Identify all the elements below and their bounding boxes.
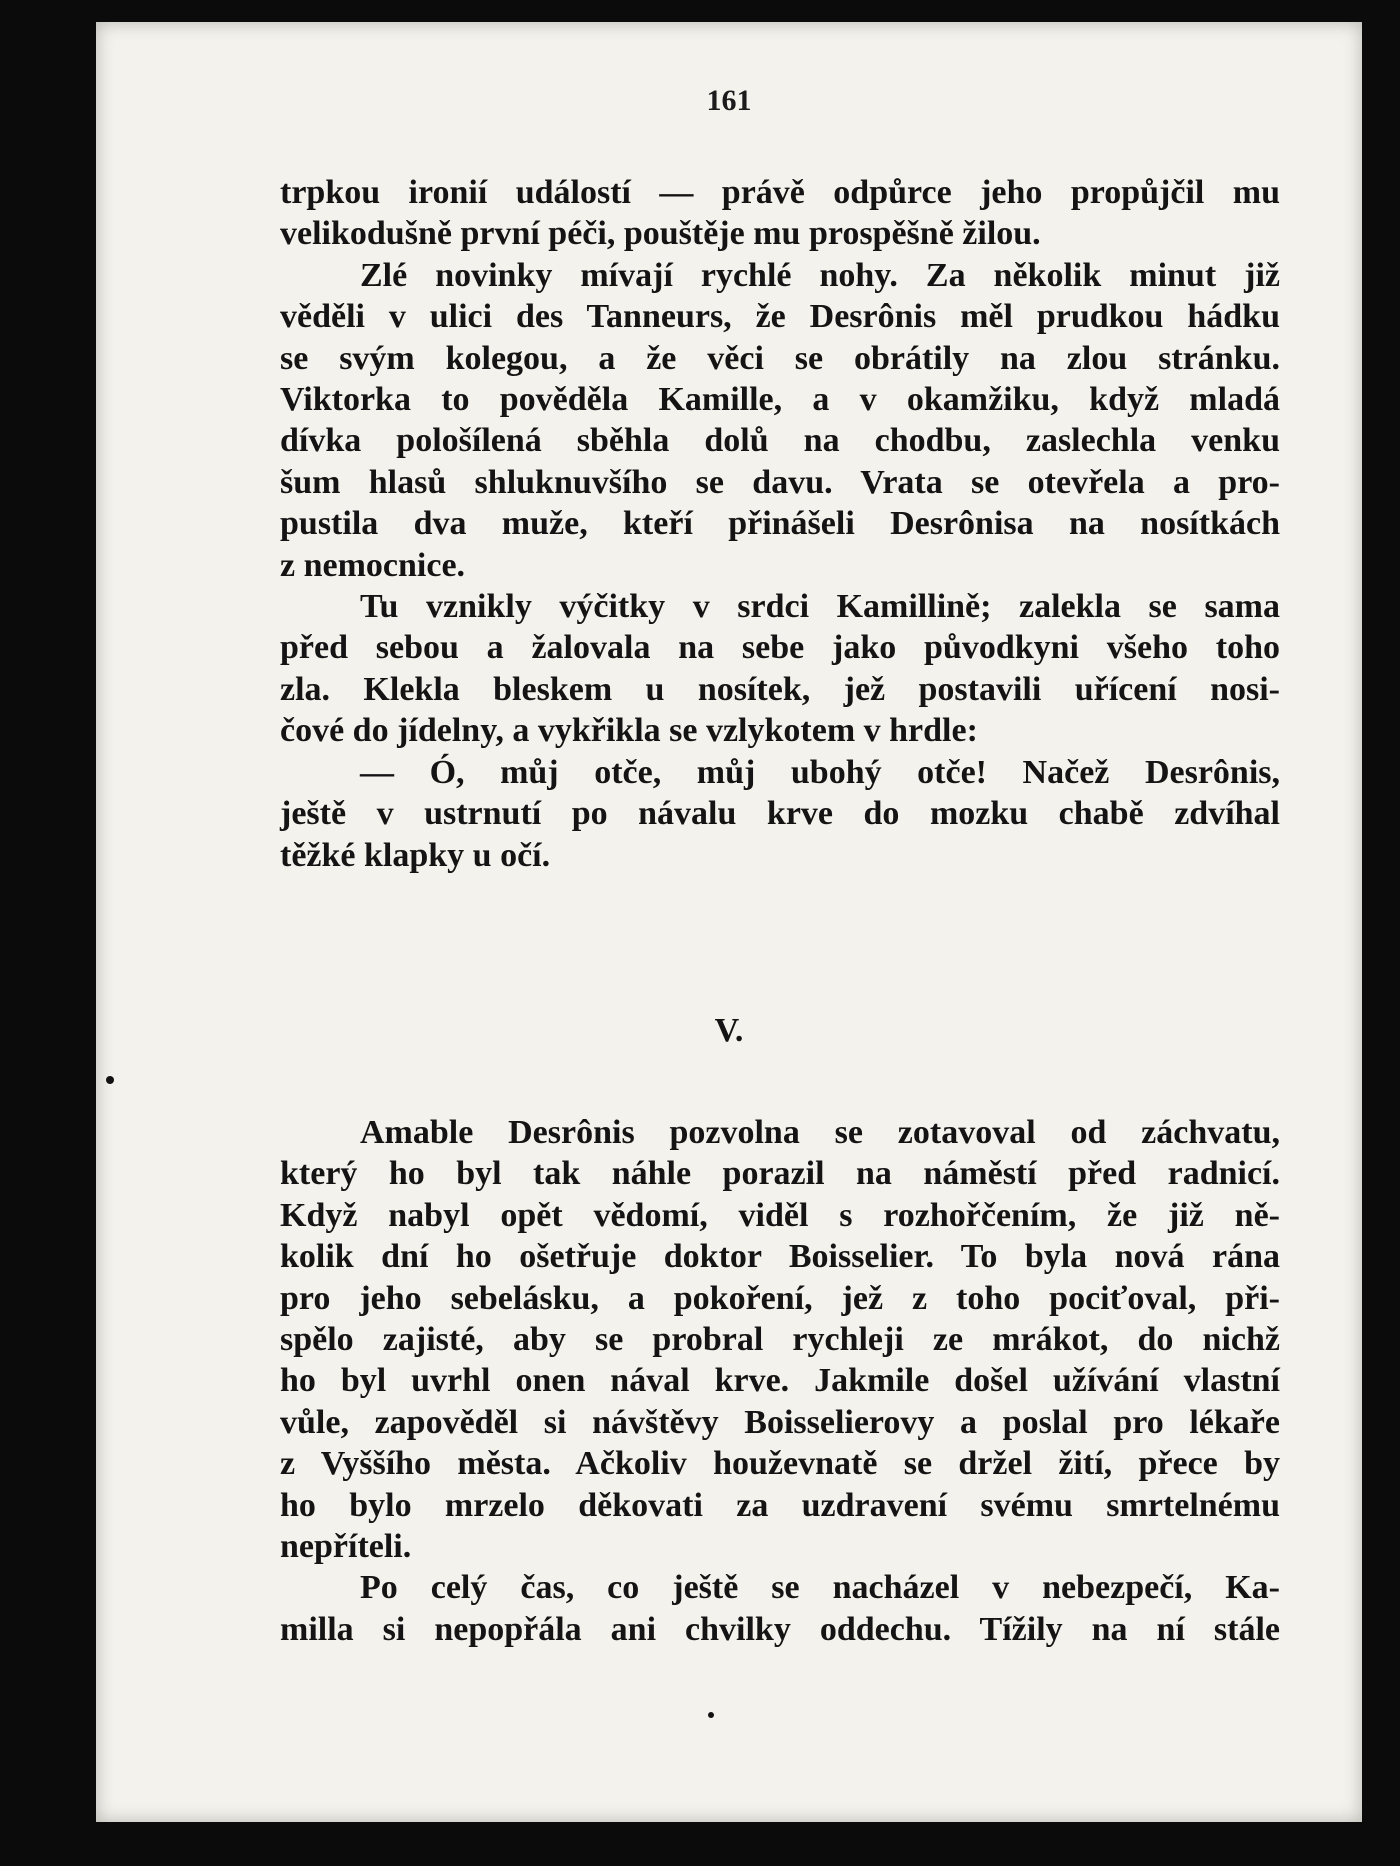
- text-line: spělo zajisté, aby se probral rychleji ze mrákot, do nichž: [280, 1321, 1280, 1359]
- text-line: těžké klapky u očí.: [280, 836, 551, 874]
- body-text-block-2: [280, 1112, 1280, 1650]
- text-line: Tu vznikly výčitky v srdci Kamillině; zalekla se sama: [360, 588, 1280, 626]
- text-line: Viktorka to pověděla Kamille, a v okamžiku, když mladá: [280, 381, 1280, 419]
- text-line: ho byl uvrhl onen nával krve. Jakmile došel užívání vlastní: [280, 1362, 1280, 1400]
- text-line: velikodušně první péči, pouštěje mu prospěšně žilou.: [280, 215, 1041, 253]
- text-line: dívka pološílená sběhla dolů na chodbu, zaslechla venku: [280, 422, 1280, 460]
- text-line: ho bylo mrzelo děkovati za uzdravení svému smrtelnému: [280, 1486, 1280, 1524]
- body-text-block-1: [280, 172, 1280, 876]
- text-line: věděli v ulici des Tanneurs, že Desrônis měl prudkou hádku: [280, 298, 1280, 336]
- text-line: čové do jídelny, a vykřikla se vzlykotem v hrdle:: [280, 712, 978, 750]
- text-line: před sebou a žalovala na sebe jako původkyni všeho toho: [280, 629, 1280, 667]
- text-line: zla. Klekla bleskem u nosítek, jež postavili uřícení nosi-: [280, 670, 1280, 708]
- text-line: ještě v ustrnutí po návalu krve do mozku chabě zdvíhal: [280, 795, 1280, 833]
- text-line: trpkou ironií událostí — právě odpůrce jeho propůjčil mu: [280, 174, 1280, 211]
- text-line: nepříteli.: [280, 1528, 412, 1566]
- text-line: pro jeho sebelásku, a pokoření, jež z toho pociťoval, při-: [280, 1279, 1280, 1317]
- chapter-heading: V.: [714, 1012, 744, 1049]
- text-line: šum hlasů shluknuvšího se davu. Vrata se otevřela a pro-: [280, 463, 1280, 501]
- text-line: Amable Desrônis pozvolna se zotavoval od záchvatu,: [360, 1114, 1280, 1151]
- text-line: milla si nepopřála ani chvilky oddechu. Tížily na ní stále: [280, 1610, 1280, 1648]
- text-line: — Ó, můj otče, můj ubohý otče! Načež Desrônis,: [360, 753, 1280, 791]
- text-line: vůle, zapověděl si návštěvy Boisselierovy a poslal pro lékaře: [280, 1403, 1280, 1441]
- book-page: [96, 22, 1362, 1822]
- text-line: z Vyššího města. Ačkoliv houževnatě se držel žití, přece by: [280, 1445, 1280, 1483]
- text-line: Zlé novinky mívají rychlé nohy. Za několik minut již: [360, 256, 1280, 294]
- text-line: z nemocnice.: [280, 546, 466, 584]
- text-line: který ho byl tak náhle porazil na náměstí před radnicí.: [280, 1155, 1280, 1193]
- page-number: 161: [706, 84, 752, 117]
- text-line: se svým kolegou, a že věci se obrátily na zlou stránku.: [280, 339, 1280, 377]
- text-line: Když nabyl opět vědomí, viděl s rozhořčením, že již ně-: [280, 1196, 1280, 1234]
- ink-speck: [106, 1076, 114, 1084]
- text-line: kolik dní ho ošetřuje doktor Boisselier. To byla nová rána: [280, 1238, 1280, 1276]
- text-line: pustila dva muže, kteří přinášeli Desrônisa na nosítkách: [280, 505, 1280, 543]
- text-line: Po celý čas, co ještě se nacházel v nebezpečí, Ka-: [360, 1569, 1280, 1607]
- ink-speck: [708, 1712, 714, 1718]
